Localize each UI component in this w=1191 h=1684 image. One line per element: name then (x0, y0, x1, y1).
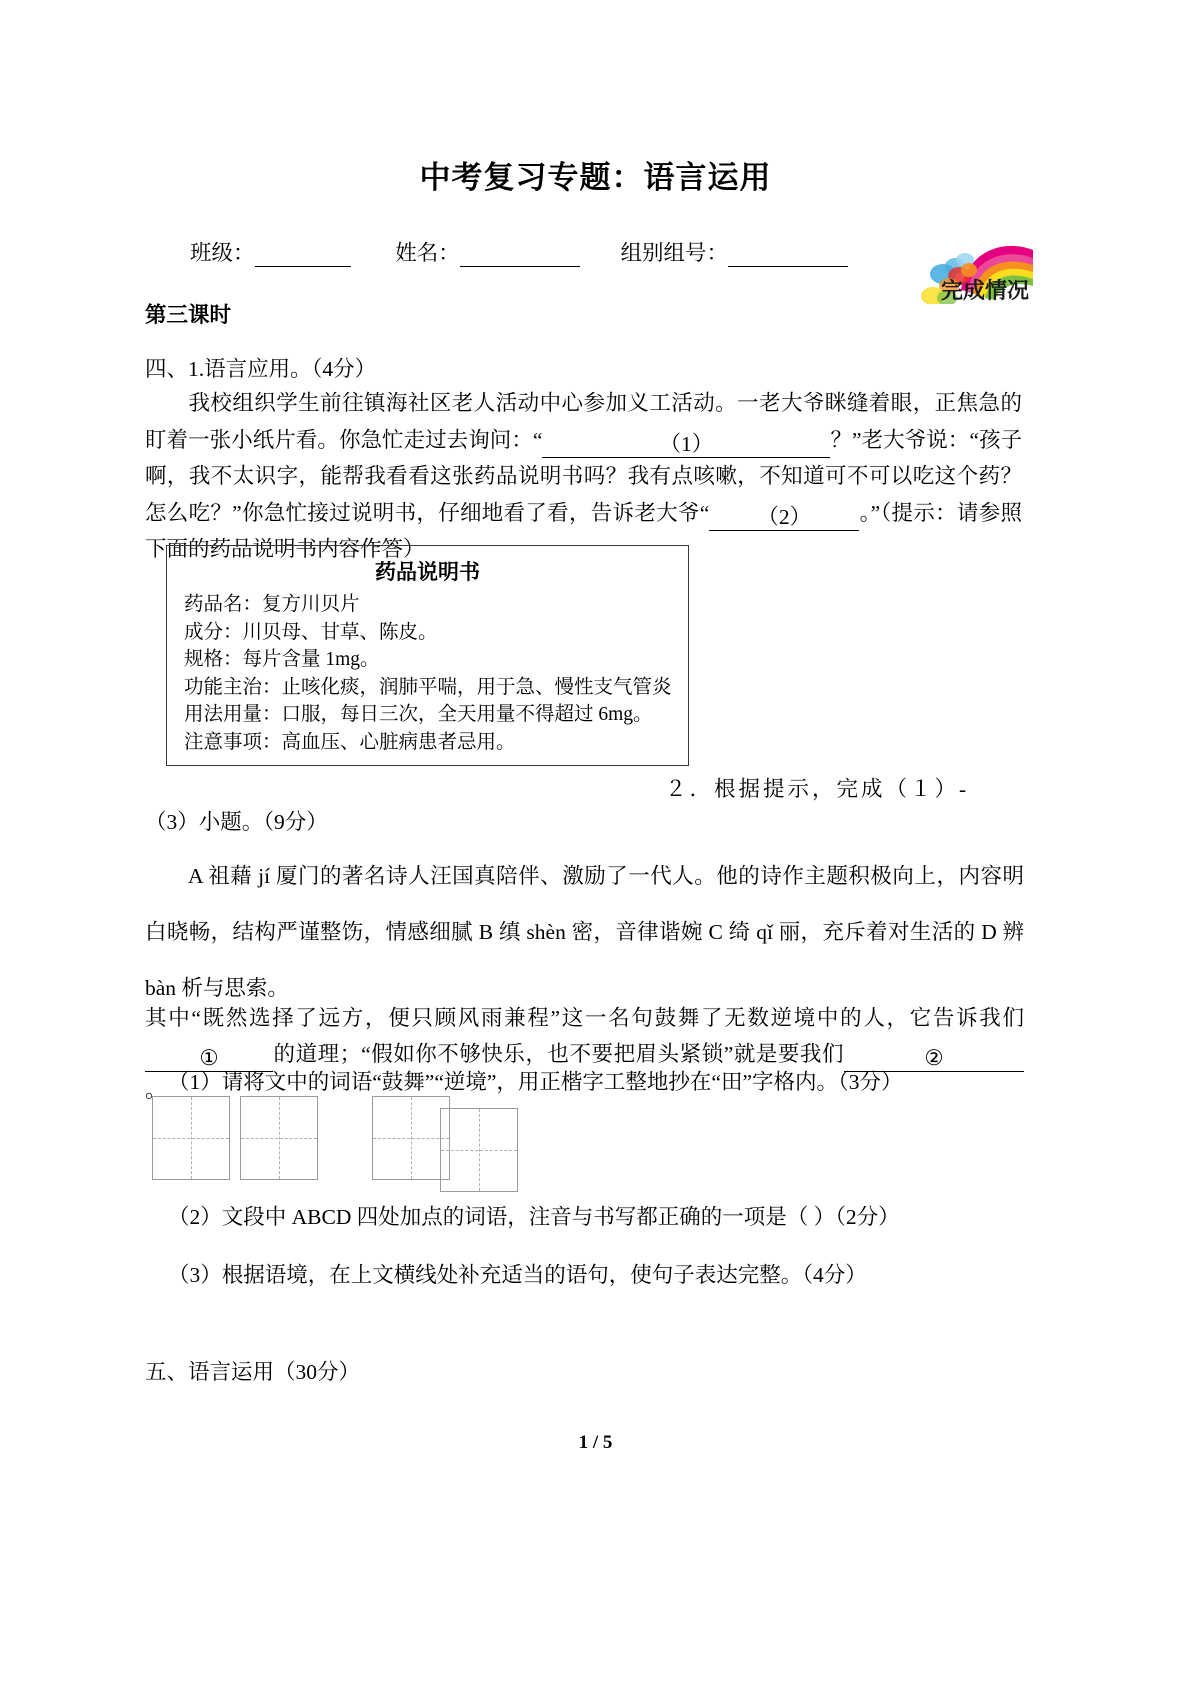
passage-text-3: 的道理；“假如你不够快乐，也不要把眉头紧锁”就是要我们 (273, 1042, 844, 1066)
class-blank[interactable] (255, 247, 351, 267)
question1-paragraph (145, 385, 1022, 568)
class-field (190, 236, 351, 267)
group-blank[interactable] (728, 247, 848, 267)
name-blank[interactable] (460, 247, 580, 267)
name-field (395, 236, 580, 267)
page-footer: 1 / 5 (578, 1432, 613, 1453)
medicine-line-ingredients: 成分：川贝母、甘草、陈皮。 (184, 621, 438, 643)
group-field (621, 236, 849, 267)
question2-heading-line1: ２．根据提示，完成（１）- (665, 777, 970, 801)
question1-text-part1: 我校组织学生前往镇海社区老人活动中心参加义工活动。一老大爷眯缝着眼，正焦急的盯着一张小纸片看。你急忙走过去询问：“ (145, 391, 1022, 452)
medicine-box-lines (184, 591, 688, 756)
medicine-line-name: 药品名：复方川贝片 (184, 594, 360, 615)
passage-blank-2[interactable]: ② (844, 1045, 1024, 1072)
question1-blank-2[interactable]: （2） (709, 504, 859, 531)
medicine-line-function: 功能主治：止咳化痰，润肺平喘，用于急、慢性支气管炎 (184, 676, 672, 698)
medicine-instruction-box (166, 545, 689, 766)
tianzige-cell[interactable] (240, 1096, 318, 1180)
section5-heading: 五、语言运用（30分） (145, 1360, 361, 1384)
header-fields-row (190, 236, 890, 267)
question1-blank-1[interactable]: （1） (542, 431, 830, 458)
passage-text-1: A 祖藉 jí 厦门的著名诗人汪国真陪伴、激励了一代人。他的诗作主题积极向上，内容明白晓畅，结构严谨整饬，情感细腻 B 缜 shèn 密，音律谐婉 C 绮 qǐ 丽，充斥着对生活的 D 辨 bàn 析与思索。 (145, 864, 1024, 1000)
medicine-line-dosage: 用法用量：口服，每日三次，全天用量不得超过 6mg。 (184, 704, 653, 725)
tianzige-cell[interactable] (372, 1096, 450, 1180)
class-label: 班级： (190, 241, 255, 265)
question2-heading-line2: （3）小题。（9分） (145, 810, 328, 834)
medicine-line-spec: 规格：每片含量 1mg。 (184, 649, 380, 670)
question2-passage-part1 (145, 848, 1024, 1016)
question1-text-part3: 。”（提示：请参照下面的药品说明书内容作答） (145, 500, 1023, 561)
sub-question-1: （1）请将文中的词语“鼓舞”“逆境”，用正楷字工整地抄在“田”字格内。（3分） (168, 1070, 903, 1094)
medicine-line-caution: 注意事项：高血压、心脏病患者忌用。 (184, 731, 516, 753)
passage-text-4: 。 (145, 1078, 167, 1102)
question1-heading: 四、1.语言应用。（4分） (145, 357, 377, 381)
question1-text-part2: ？”老大爷说：“孩子啊，我不太识字，能帮我看看这张药品说明书吗？我有点咳嗽，不知道可不可以吃这个药？怎么吃？”你急忙接过说明书，仔细地看了看，告诉老大爷“ (145, 427, 1022, 525)
passage-text-2: 其中“既然选择了远方，便只顾风雨兼程”这一名句鼓舞了无数逆境中的人，它告诉我们 (145, 1006, 1024, 1030)
sub-question-2: （2）文段中 ABCD 四处加点的词语，注音与书写都正确的一项是（ ）（2分） (168, 1205, 900, 1229)
stamp-label: 完成情况 (941, 279, 1030, 304)
tianzige-cell[interactable] (440, 1108, 518, 1192)
completion-status-stamp-icon (903, 224, 1035, 304)
medicine-box-title: 药品说明书 (375, 560, 480, 584)
sub-question-3: （3）根据语境，在上文横线处补充适当的语句，使句子表达完整。（4分） (168, 1263, 867, 1287)
lesson-label: 第三课时 (145, 303, 232, 327)
name-label: 姓名： (395, 241, 460, 265)
tianzige-cell[interactable] (152, 1096, 230, 1180)
passage-blank-1[interactable]: ① (145, 1045, 273, 1072)
page-title: 中考复习专题：语言运用 (419, 160, 772, 195)
group-label: 组别组号： (620, 241, 729, 265)
